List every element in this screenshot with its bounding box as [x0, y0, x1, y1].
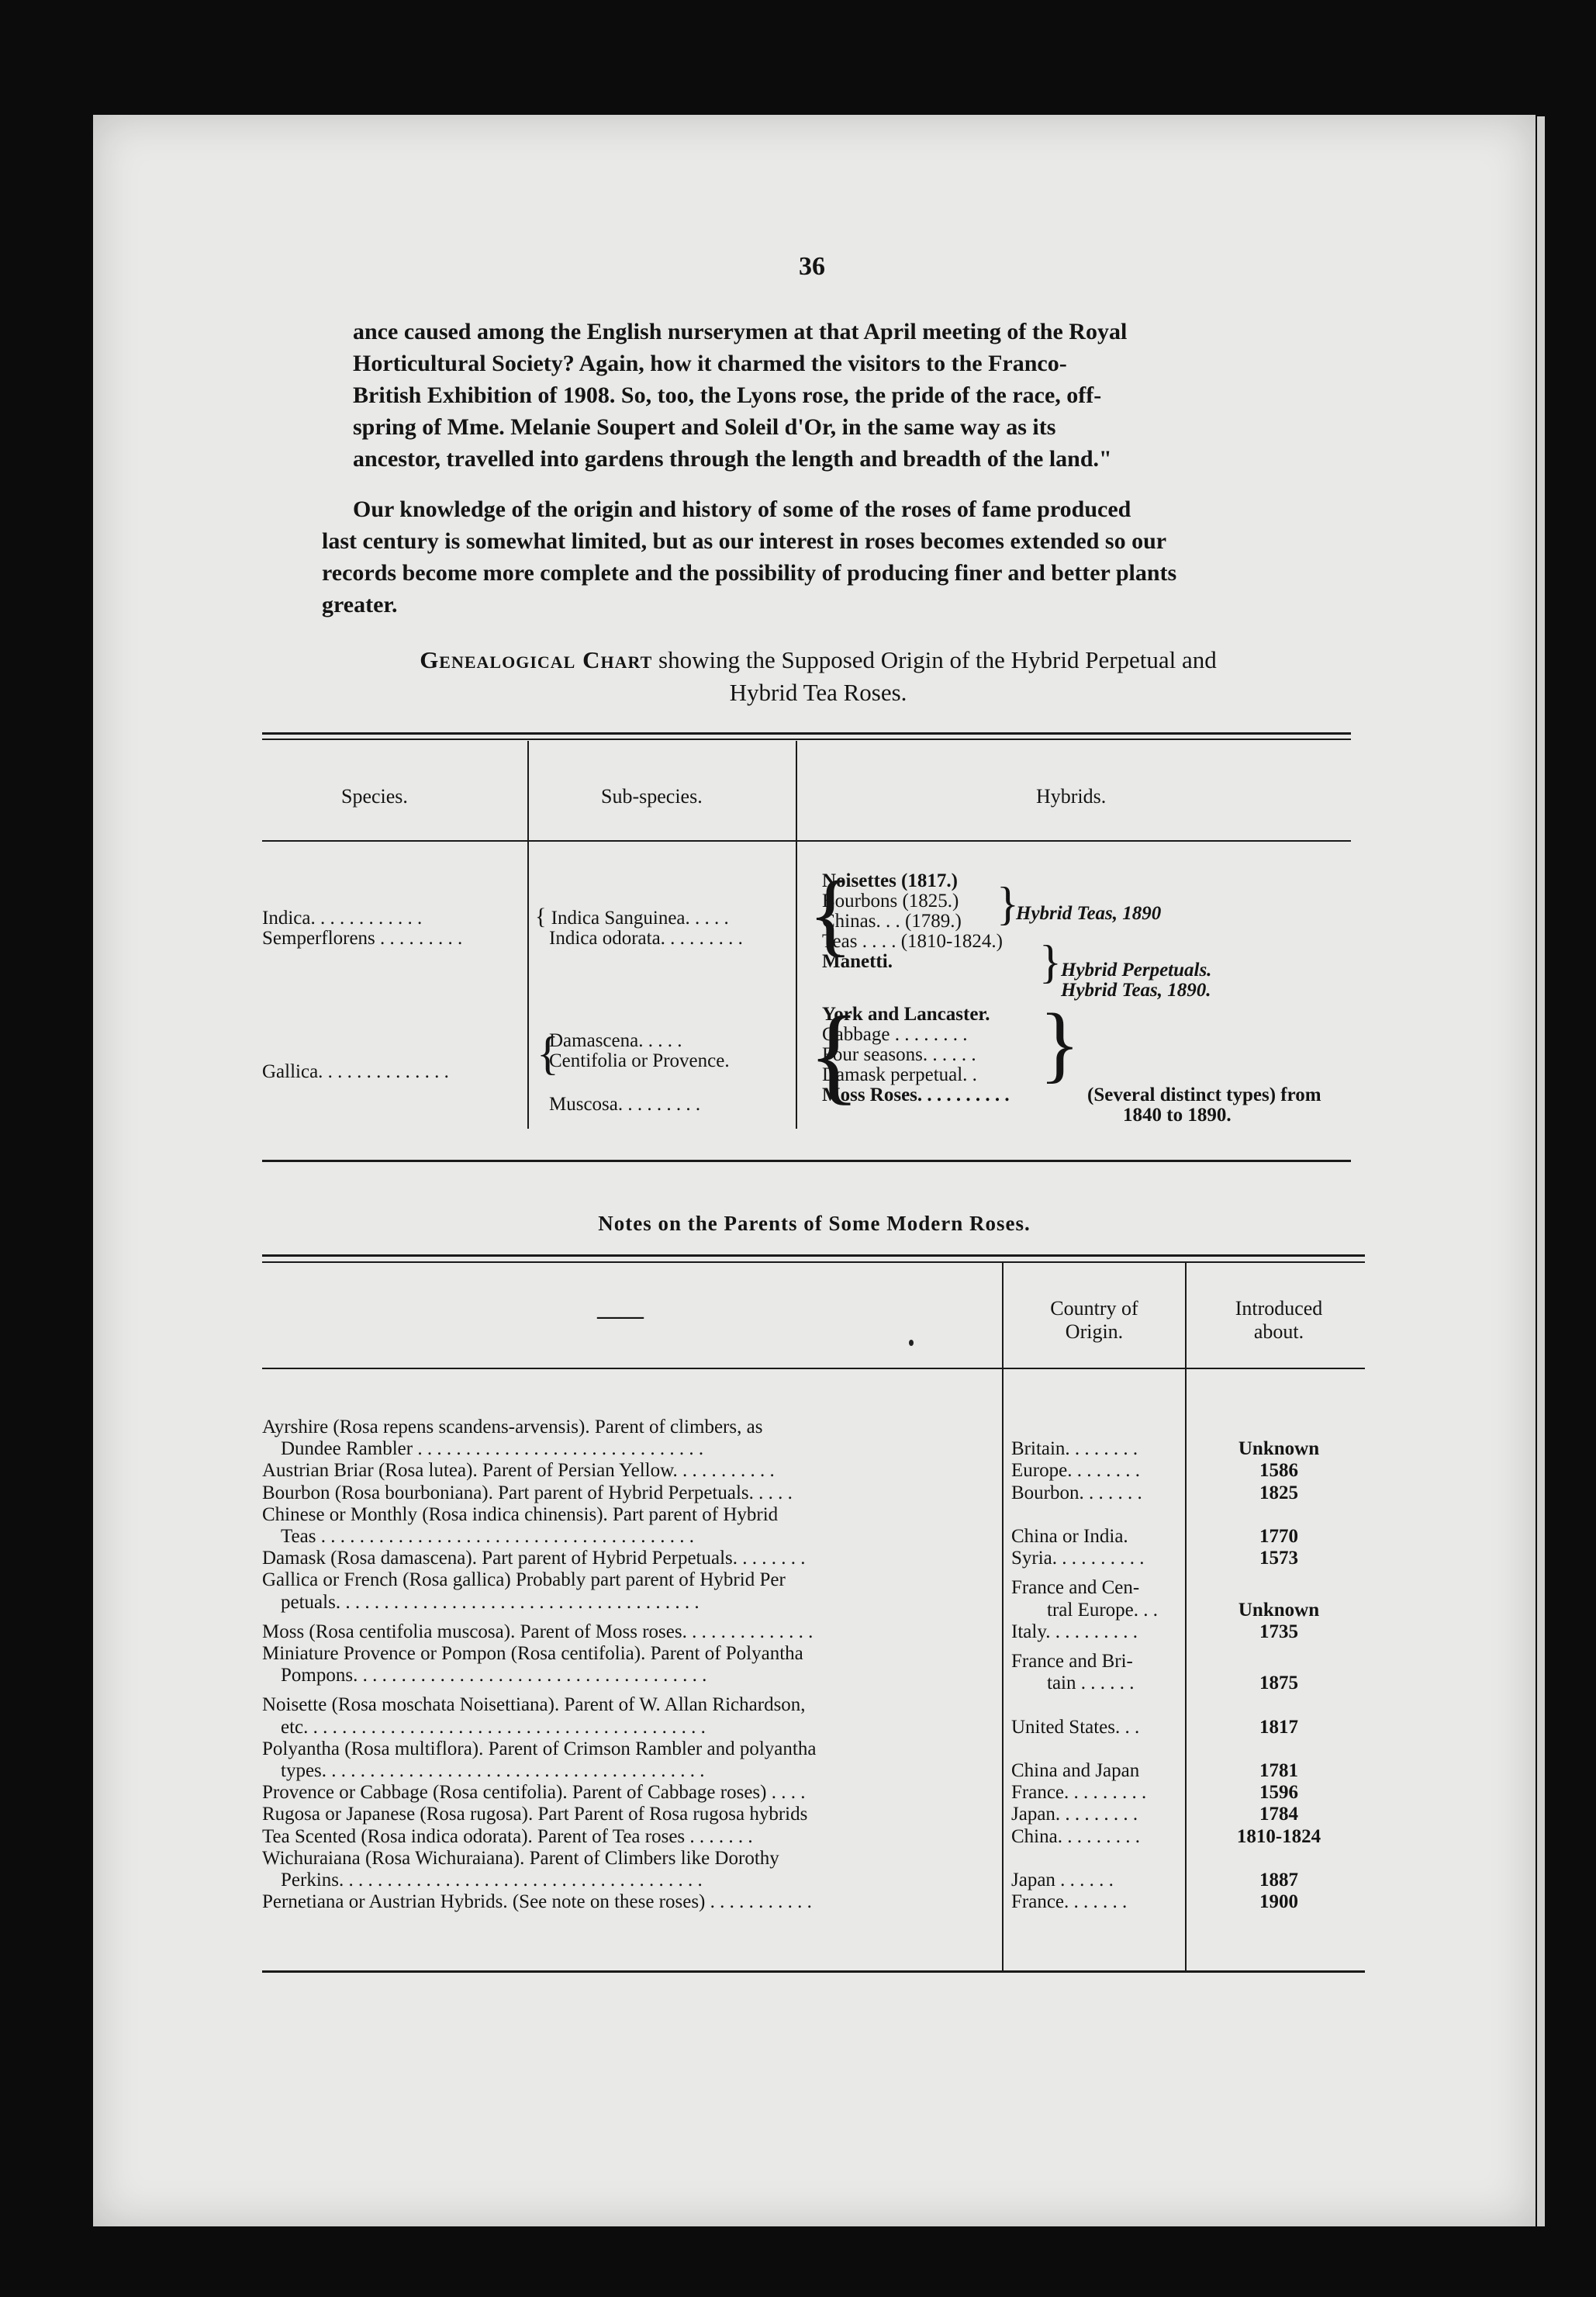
note-year: 1810-1824 — [1236, 1825, 1321, 1847]
note-country: France and Bri- — [1011, 1651, 1133, 1672]
note-country: United States. . . — [1011, 1716, 1140, 1738]
note-country: Italy. . . . . . . . . . — [1011, 1621, 1138, 1642]
chart-title-line2: Hybrid Tea Roses. — [729, 679, 907, 706]
note-country: Britain. . . . . . . . — [1011, 1438, 1138, 1460]
note-country: tain . . . . . . — [1047, 1673, 1135, 1694]
note-year: 1817 — [1259, 1716, 1298, 1738]
header-intro-line: Introduced — [1235, 1297, 1323, 1320]
note-country: tral Europe. . . — [1047, 1599, 1159, 1621]
paragraph-1 — [353, 316, 1369, 475]
note-year: 1596 — [1259, 1782, 1298, 1804]
note-country: Japan . . . . . . — [1011, 1870, 1114, 1891]
note-rose-text-cont: Dundee Rambler . . . . . . . . . . . . . . . . . . . . . . . . . . . . . . — [281, 1438, 704, 1460]
note-rose-text: Pernetiana or Austrian Hybrids. (See note on these roses) . . . . . . . . . . . — [262, 1891, 812, 1913]
paragraph-2 — [322, 493, 1369, 621]
hybrid-item: Chinas. . . (1789.) — [822, 911, 962, 932]
paragraph-line: records become more complete and the possibility of producing finer and better plants — [322, 560, 1177, 586]
hybrid-item: York and Lancaster. — [822, 1004, 990, 1025]
hybrid-item: Bourbons (1825.) — [822, 891, 959, 912]
hybrid-item: Cabbage . . . . . . . . — [822, 1024, 968, 1045]
moss-note-line2: 1840 to 1890. — [1123, 1105, 1232, 1126]
subspecies-item: Centifolia or Provence. — [549, 1050, 730, 1071]
note-country: China or India. — [1011, 1526, 1128, 1547]
note-year: 1781 — [1259, 1760, 1298, 1781]
note-year: 1784 — [1259, 1804, 1298, 1825]
notes-header-introduced — [1193, 1297, 1365, 1344]
note-year: 1825 — [1259, 1482, 1298, 1503]
note-country: France. . . . . . . . . — [1011, 1782, 1147, 1804]
hybrid-perpetuals: Hybrid Perpetuals. — [1061, 960, 1212, 981]
note-rose-text: Bourbon (Rosa bourboniana). Part parent of Hybrid Perpetuals. . . . . — [262, 1482, 793, 1503]
note-rose-text: Noisette (Rosa moschata Noisettiana). Parent of W. Allan Richardson, — [262, 1694, 806, 1716]
notes-rule-bottom — [262, 1970, 1365, 1973]
note-rose-text: Chinese or Monthly (Rosa indica chinensis). Part parent of Hybrid — [262, 1503, 779, 1525]
hybrid-item: Damask perpetual. . — [822, 1064, 977, 1085]
note-rose-text: Damask (Rosa damascena). Part parent of Hybrid Perpetuals. . . . . . . . — [262, 1548, 806, 1569]
species-semperflorens: Semperflorens . . . . . . . . . — [262, 928, 463, 949]
paragraph-line: greater. — [322, 592, 398, 617]
note-year: 1900 — [1259, 1891, 1298, 1913]
notes-header-blank: —— — [597, 1303, 644, 1329]
note-country: France and Cen- — [1011, 1577, 1140, 1599]
paragraph-line: spring of Mme. Melanie Soupert and Soleil d'Or, in the same way as its — [353, 414, 1056, 440]
note-rose-text: Gallica or French (Rosa gallica) Probably part parent of Hybrid Per — [262, 1569, 786, 1591]
hybrid-item: Manetti. — [822, 951, 893, 972]
header-subspecies: Sub-species. — [601, 785, 703, 808]
chart-title-lead: Genealogical Chart — [420, 646, 653, 673]
hybrid-item: Moss Roses. . . . . . . . . . — [822, 1085, 1010, 1105]
notes-rule-top — [262, 1254, 1365, 1257]
note-country: Syria. . . . . . . . . . — [1011, 1548, 1145, 1569]
paragraph-line: last century is somewhat limited, but as our interest in roses becomes extended so our — [322, 528, 1167, 554]
note-rose-text: Moss (Rosa centifolia muscosa). Parent of Moss roses. . . . . . . . . . . . . . — [262, 1621, 814, 1642]
paragraph-line: Horticultural Society? Again, how it charmed the visitors to the Franco- — [353, 351, 1067, 376]
page-edge — [1537, 116, 1545, 2226]
subspecies-item: Damascena. . . . . — [549, 1030, 682, 1051]
header-hybrids: Hybrids. — [1036, 785, 1107, 808]
rule-bottom — [262, 1160, 1351, 1162]
subspecies-item: Indica odorata. . . . . . . . . — [549, 928, 743, 949]
subspecies-item: Muscosa. . . . . . . . . — [549, 1094, 701, 1115]
note-country: Japan. . . . . . . . . — [1011, 1804, 1138, 1825]
subspecies-item: Indica Sanguinea. . . . . — [551, 908, 729, 929]
header-country-line: Origin. — [1065, 1320, 1124, 1343]
note-country: Europe. . . . . . . . — [1011, 1460, 1140, 1482]
note-rose-text-cont: Teas . . . . . . . . . . . . . . . . . . . . . . . . . . . . . . . . . . . . . . . — [281, 1526, 694, 1547]
note-rose-text: Provence or Cabbage (Rosa centifolia). Parent of Cabbage roses) . . . . — [262, 1782, 806, 1804]
header-species: Species. — [341, 785, 408, 808]
chart-title — [295, 644, 1342, 709]
note-country: China. . . . . . . . . — [1011, 1825, 1140, 1847]
chart-title-rest: showing the Supposed Origin of the Hybrid Perpetual and — [658, 646, 1217, 673]
note-year: Unknown — [1238, 1599, 1320, 1621]
brace-icon: { — [808, 995, 861, 1115]
note-rose-text: Ayrshire (Rosa repens scandens-arvensis). Parent of climbers, as — [262, 1417, 763, 1437]
note-rose-text: Miniature Provence or Pompon (Rosa centifolia). Parent of Polyantha — [262, 1643, 803, 1664]
note-country: China and Japan — [1011, 1760, 1140, 1781]
hybrid-item: Teas . . . . (1810-1824.) — [822, 931, 1003, 952]
paragraph-line: Our knowledge of the origin and history of some of the roses of fame produced — [353, 496, 1131, 522]
note-year: Unknown — [1238, 1438, 1320, 1460]
species-gallica: Gallica. . . . . . . . . . . . . . — [262, 1061, 449, 1082]
brace-icon: } — [1039, 996, 1080, 1091]
rule-header — [262, 840, 1351, 842]
hybrid-teas-1890: Hybrid Teas, 1890 — [1016, 903, 1162, 924]
note-rose-text-cont: petuals. . . . . . . . . . . . . . . . . . . . . . . . . . . . . . . . . . . . . . — [281, 1591, 700, 1613]
notes-rule-top-thin — [262, 1261, 1365, 1263]
note-rose-text: Austrian Briar (Rosa lutea). Parent of Persian Yellow. . . . . . . . . . . — [262, 1460, 775, 1482]
note-country: France. . . . . . . — [1011, 1891, 1128, 1913]
note-year: 1586 — [1259, 1460, 1298, 1482]
paragraph-line: British Exhibition of 1908. So, too, the Lyons rose, the pride of the race, off- — [353, 382, 1102, 408]
note-year: 1573 — [1259, 1548, 1298, 1569]
hybrid-item: Four seasons. . . . . . — [822, 1044, 976, 1065]
note-rose-text: Wichuraiana (Rosa Wichuraiana). Parent of Climbers like Dorothy — [262, 1847, 779, 1869]
page-number: 36 — [799, 252, 825, 281]
paragraph-line: ance caused among the English nurserymen at that April meeting of the Royal — [353, 319, 1128, 344]
note-country: Bourbon. . . . . . . — [1011, 1482, 1142, 1503]
hybrid-teas-1890b: Hybrid Teas, 1890. — [1061, 980, 1211, 1001]
note-rose-text-cont: etc. . . . . . . . . . . . . . . . . . . . . . . . . . . . . . . . . . . . . . . . . . — [281, 1716, 706, 1738]
brace-icon: { — [808, 862, 853, 965]
notes-header-country — [1008, 1297, 1180, 1344]
species-indica: Indica. . . . . . . . . . . . — [262, 908, 423, 929]
note-rose-text: Rugosa or Japanese (Rosa rugosa). Part Parent of Rosa rugosa hybrids — [262, 1804, 808, 1825]
header-country-line: Country of — [1050, 1297, 1138, 1320]
rule-top-thin — [262, 739, 1351, 740]
rule-top — [262, 732, 1351, 735]
brace-icon: } — [1039, 936, 1062, 988]
note-year: 1770 — [1259, 1526, 1298, 1547]
brace-icon: { — [537, 1028, 559, 1079]
col-divider — [796, 741, 797, 1129]
header-intro-line: about. — [1253, 1320, 1304, 1343]
note-rose-text: Polyantha (Rosa multiflora). Parent of Crimson Rambler and polyantha — [262, 1738, 817, 1759]
notes-rule-header — [262, 1368, 1365, 1369]
note-rose-text-cont: Perkins. . . . . . . . . . . . . . . . . . . . . . . . . . . . . . . . . . . . . . — [281, 1870, 703, 1891]
note-year: 1735 — [1259, 1621, 1298, 1642]
paragraph-line: ancestor, travelled into gardens through the length and breadth of the land." — [353, 446, 1112, 472]
note-rose-text: Tea Scented (Rosa indica odorata). Parent of Tea roses . . . . . . . — [262, 1825, 753, 1847]
brace-icon: { — [535, 904, 547, 929]
hybrid-item: Noisettes (1817.) — [822, 870, 958, 891]
note-year: 1887 — [1259, 1870, 1298, 1891]
speck-mark — [909, 1340, 914, 1346]
note-year: 1875 — [1259, 1673, 1298, 1694]
col-divider — [527, 741, 529, 1129]
notes-title: Notes on the Parents of Some Modern Roses. — [598, 1212, 1031, 1235]
note-rose-text-cont: Pompons. . . . . . . . . . . . . . . . . . . . . . . . . . . . . . . . . . . . . — [281, 1665, 707, 1686]
moss-note-line1: (Several distinct types) from — [1087, 1085, 1321, 1105]
note-rose-text-cont: types. . . . . . . . . . . . . . . . . . . . . . . . . . . . . . . . . . . . . . . . — [281, 1760, 705, 1781]
brace-icon: } — [997, 878, 1019, 929]
